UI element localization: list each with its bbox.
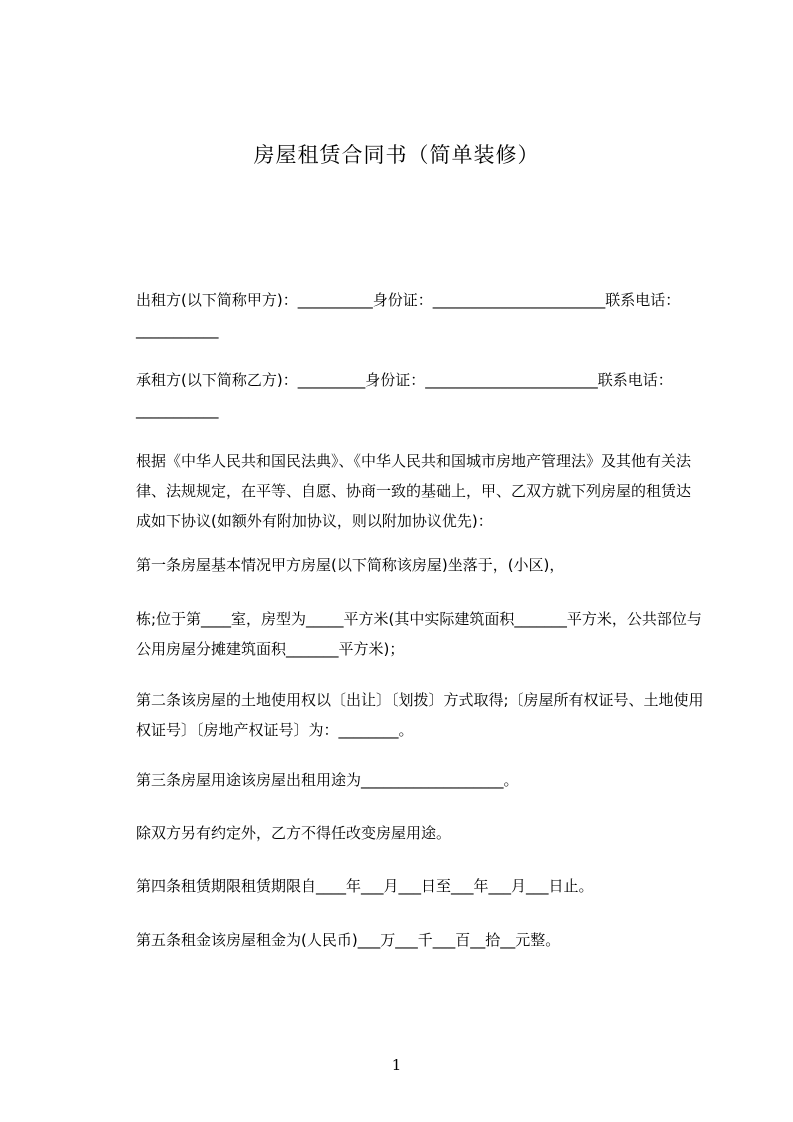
article-1-paragraph: 第一条房屋基本情况甲方房屋(以下简称该房屋)坐落于，(小区)， [136,556,565,574]
legal-basis-paragraph: 根据《中华人民共和国民法典》、《中华人民共和国城市房地产管理法》及其他有关法律、法规规定，在平等、自愿、协商一致的基础上，甲、乙双方就下列房屋的租赁达成如下协议(如额外有附加协议，则以附加协议优先)： [136,452,692,530]
article-1-area-paragraph: 栋;位于第____室，房型为_____平方米(其中实际建筑面积_______平方米，公共部位与公用房屋分摊建筑面积_______平方米)； [136,610,702,658]
article-3-note-paragraph: 除双方另有约定外，乙方不得任改变房屋用途。 [136,824,452,842]
article-5-paragraph: 第五条租金该房屋租金为(人民币)___万___千___百__拾__元整。 [136,931,561,949]
page-number: 1 [391,1056,402,1074]
lessee-info-paragraph: 承租方(以下简称乙方)：_________身份证：_______________________联系电话：___________ [136,371,673,419]
document-title: 房屋租赁合同书（简单装修） [253,143,540,167]
article-2-paragraph: 第二条该房屋的土地使用权以〔出让〕〔划拨〕方式取得;〔房屋所有权证号、土地使用权证号〕〔房地产权证号〕为：________。 [136,691,704,739]
lessor-info-paragraph: 出租方(以下简称甲方)：__________身份证：_______________________联系电话：___________ [136,291,681,339]
article-4-paragraph: 第四条租赁期限租赁期限自____年___月___日至___年___月___日止。 [136,877,594,895]
article-3-paragraph: 第三条房屋用途该房屋出租用途为___________________。 [136,771,519,789]
